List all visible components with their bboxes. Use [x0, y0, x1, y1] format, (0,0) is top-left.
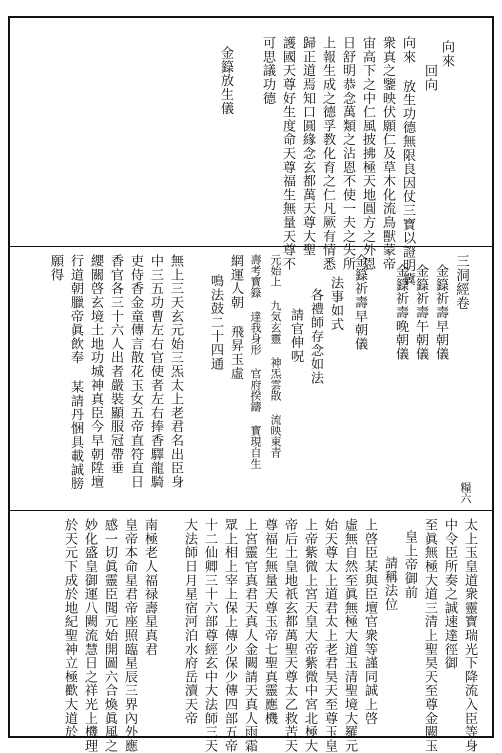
text-column: 上帝紫微上宮天皇大帝紫微中宮北極大 [302, 518, 317, 753]
text-column: 鳴法鼓二十四通 [208, 274, 223, 371]
text-column: 皇帝本命星君帝座照臨星辰三界內外應 [122, 518, 137, 753]
section-header: 三洞經卷 [453, 254, 469, 311]
text-column: 元始上 九気玄靈 神炁雲散 流映東青 [269, 254, 282, 458]
text-column: 可思議功德 [260, 36, 275, 105]
section-divider-1 [10, 246, 492, 247]
label-huixiang: 回向 [422, 64, 437, 92]
section-footer-title: 金籙放生儀 [218, 46, 233, 115]
text-column: 壽考寳籙 達我身形 官府揆鑄 寳現自生 [249, 254, 262, 469]
text-column: 太上玉皇道衆靈寳瑞光下降流入臣等身 [462, 518, 477, 753]
text-column: 大法師日月星宿河泊水府岳瀆天帝 [182, 518, 197, 725]
text-column: 帝后土皇地祇玄都萬聖天尊太乙救苦天 [282, 518, 297, 753]
text-column: 上啓臣某與臣壇官衆等謹同誠上啓 [362, 518, 377, 725]
text-column: 請稱法位 [382, 556, 397, 612]
text-column: 日舒明恭念萬類之沾恩不使一夫之失所 [340, 36, 355, 271]
text-column: 至眞無極大道三清上聖昊天至尊金闕玉 [422, 518, 437, 753]
text-column: 中三五功曹左右官使者左右捧香驛龍騎 [148, 254, 163, 489]
text-column: 護國天尊好生度命天尊福生無量天尊不 [280, 36, 295, 271]
text-column: 行道朝臘帝眞飲奉 某請丹悃具載誠膀 [68, 254, 83, 491]
text-column: 願得 [48, 254, 63, 282]
text-column: 纓關啓玄境土地功城神真臣今早朝陞壇 [88, 254, 103, 489]
text-column: 始天尊太上道君太上老君昊天至尊玉皇 [322, 518, 337, 753]
text-column: 無上三天玄元始三炁太上老君名出臣身 [168, 254, 183, 489]
text-column: 向來 放生功德無限良因仗三寶以證明冀 [400, 36, 415, 287]
text-column: 皇上帝御前 [402, 530, 417, 599]
list-item: 金籙祈壽早朝儀 [433, 264, 448, 361]
text-column: 網運人朝 飛昇玉虛 [228, 254, 243, 380]
text-column: 香官各三十六人出者嚴裝顯服冠帶垂 [108, 254, 123, 475]
page-frame [8, 16, 494, 753]
text-column: 南極老人福禄壽星真君 [142, 518, 157, 656]
text-column: 感一切眞靈臣聞元始開圖六合煥眞風之 [102, 518, 117, 753]
text-column: 上報生成之德孚教化育之仁凡厥有情悉 [320, 36, 335, 271]
list-item: 金籙祈壽午朝儀 [413, 264, 428, 361]
text-column: 尊福生無量天尊玉帝七聖真靈應機 [262, 518, 277, 725]
text-column: 眾上相上宰上保上傳少保少傳四部五帝 [222, 518, 237, 753]
text-column: 上宮靈官真君天真人金闕請天真人雨霜 [242, 518, 257, 753]
text-column: 請官伸呪 [288, 308, 303, 364]
text-column: 於天元下成於地紀聖神立極歡大道於 [62, 518, 77, 739]
list-item: 金籙祈壽晚朝儀 [393, 264, 408, 361]
text-column: 各禮師存念如法 [308, 288, 323, 385]
text-column: 虛無自然至眞無極大道玉清聖境大羅元 [342, 518, 357, 753]
text-column: 法事如式 [328, 276, 343, 332]
label-xianglai: 向來 [439, 40, 454, 68]
list-item: 金籙祈壽早朝儀 [352, 254, 367, 351]
text-column: 妙化盛皇御運八闕流慧日之祥光上機理 [82, 518, 97, 753]
text-column: 宙高下之中仁風披拂極天地圓方之外恩 [360, 36, 375, 271]
text-column: 歸正道焉知口圓緣念玄都萬天尊大聖 [300, 36, 315, 257]
page-label: 糧六 [459, 482, 472, 504]
text-column: 中令臣所奏之誠速達徑御 [442, 518, 457, 670]
text-column: 十二仙卿三十六部尊經玄中大法師三天 [202, 518, 217, 753]
text-column: 衆真之鑒映伏願仁及草木化流鳥獸蒙帝 [380, 36, 395, 271]
section-divider-2 [10, 510, 492, 511]
text-column: 吏侍香金童傳言散花玉女五帝直符直日 [128, 254, 143, 489]
